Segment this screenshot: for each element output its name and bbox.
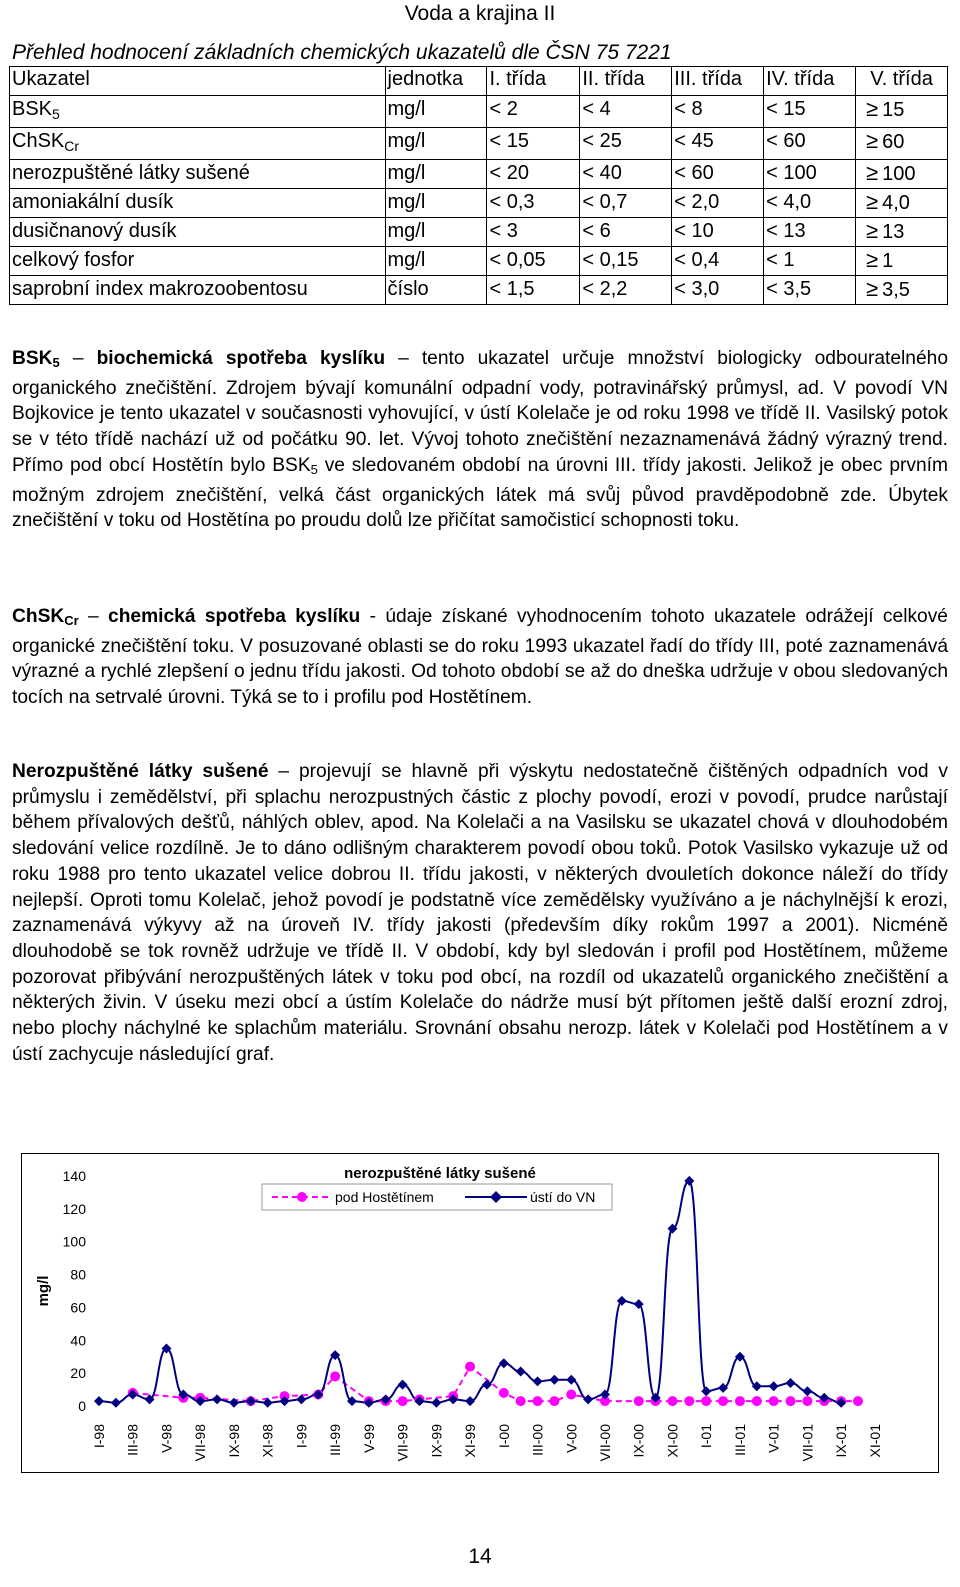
- unit-cell: mg/l: [385, 189, 487, 218]
- indicator-name: [10, 189, 386, 218]
- class-cell: [856, 160, 948, 189]
- unit-cell: mg/l: [385, 160, 487, 189]
- x-tick-label: III-01: [731, 1424, 748, 1456]
- class-cell: < 2: [487, 96, 580, 128]
- class-cell: < 4: [580, 96, 672, 128]
- series-point-vn: [769, 1381, 779, 1391]
- col-header: I. třída: [487, 67, 580, 96]
- series-point-vn: [94, 1396, 104, 1406]
- class-cell: < 0,3: [487, 189, 580, 218]
- indicator-name: [10, 96, 386, 128]
- page-number: 14: [468, 1545, 492, 1568]
- class-cell: < 1,5: [487, 276, 580, 305]
- col-header: Ukazatel: [10, 67, 386, 96]
- ge-symbol: ≥: [866, 276, 879, 301]
- class-value: 100: [882, 163, 916, 185]
- paragraph-text: – tento ukazatel určuje množství biologicky odbouratelného organického znečištění. Zdrojem bývají komunální odpadní vody, potravinářský průmysl, ad. V povodí VN Bojkovice je tento ukazatel v současnosti vyhovující, v ústí Kolelače je od roku 1998 ve třídě II. Vasilský potok se v této třídě nachází už od počátku 90. let. Vývoj tohoto znečištění nezaznamenává žádný výrazný trend. Přímo pod obcí Hostětín bylo BSK: [12, 348, 948, 476]
- class-cell: < 60: [764, 128, 856, 160]
- series-point-host: [398, 1396, 408, 1406]
- y-tick-label: 20: [70, 1365, 86, 1382]
- col-header: V. třída: [856, 67, 948, 96]
- x-tick-label: VII-99: [394, 1424, 411, 1462]
- series-point-host: [330, 1371, 340, 1381]
- class-cell: < 6: [580, 218, 672, 247]
- y-tick-label: 120: [62, 1200, 86, 1217]
- x-tick-label: IX-98: [225, 1424, 242, 1458]
- chart-frame: [21, 1153, 939, 1473]
- class-cell: < 60: [672, 160, 764, 189]
- col-header: II. třída: [580, 67, 672, 96]
- y-tick-label: 80: [70, 1266, 86, 1283]
- class-value: 15: [882, 99, 905, 121]
- term-sub: 5: [310, 461, 318, 477]
- y-tick-label: 100: [62, 1233, 86, 1250]
- dash: –: [59, 348, 97, 369]
- series-point-host: [684, 1396, 694, 1406]
- series-point-vn: [516, 1367, 526, 1377]
- class-cell: [856, 96, 948, 128]
- x-tick-label: VII-98: [192, 1424, 209, 1462]
- term-sub: 5: [52, 355, 60, 370]
- class-cell: < 1: [764, 247, 856, 276]
- table-row: [10, 96, 948, 128]
- ge-symbol: ≥: [866, 160, 879, 185]
- indicator-label: BSK: [12, 98, 53, 120]
- class-cell: < 15: [764, 96, 856, 128]
- unit-cell: mg/l: [385, 218, 487, 247]
- x-tick-label: IX-00: [630, 1424, 647, 1458]
- table-header-row: [10, 67, 948, 96]
- table-row: [10, 189, 948, 218]
- series-point-vn: [212, 1394, 222, 1404]
- class-cell: < 8: [672, 96, 764, 128]
- series-point-host: [465, 1362, 475, 1372]
- class-cell: < 2,0: [672, 189, 764, 218]
- x-tick-label: III-00: [529, 1424, 546, 1456]
- series-point-host: [718, 1396, 728, 1406]
- class-cell: [856, 276, 948, 305]
- table-caption: Přehled hodnocení základních chemických ukazatelů dle ČSN 75 7221: [12, 41, 672, 64]
- x-tick-label: I-98: [91, 1424, 107, 1449]
- class-cell: < 3: [487, 218, 580, 247]
- indicator-name: [10, 128, 386, 160]
- class-value: 1: [882, 250, 894, 272]
- x-tick-label: V-98: [158, 1424, 175, 1453]
- unit-cell: mg/l: [385, 247, 487, 276]
- col-header: IV. třída: [764, 67, 856, 96]
- series-point-host: [549, 1396, 559, 1406]
- indicator-subscript: Cr: [64, 138, 80, 154]
- y-tick-label: 140: [62, 1168, 86, 1184]
- term: ChSK: [12, 606, 65, 627]
- thresholds-table: [9, 66, 948, 305]
- x-tick-label: I-00: [495, 1424, 512, 1449]
- class-value: 3,5: [882, 279, 910, 301]
- unit-cell: číslo: [385, 276, 487, 305]
- ge-symbol: ≥: [866, 189, 879, 214]
- class-cell: < 0,15: [580, 247, 672, 276]
- indicator-name: [10, 247, 386, 276]
- x-tick-label: I-99: [293, 1424, 310, 1449]
- series-point-vn: [802, 1386, 812, 1396]
- x-tick-label: III-99: [327, 1424, 344, 1456]
- indicator-label: amoniakální dusík: [12, 191, 174, 213]
- x-tick-label: IX-01: [833, 1424, 850, 1458]
- table-row: [10, 128, 948, 160]
- x-tick-label: XI-98: [259, 1424, 276, 1458]
- series-point-vn: [786, 1378, 796, 1388]
- paragraph-text: ve sledovaném období na úrovni III. třídy jakosti. Jelikož je obec prvním možným zdrojem znečištění, velká část organických látek má svůj původ pravděpodobně zde. Úbytek znečištění v toku od Hostětína po proudu dolů lze přičítat samočisticí schopnosti toku.: [12, 454, 948, 532]
- series-point-host: [566, 1390, 576, 1400]
- indicator-label: ChSK: [12, 130, 65, 152]
- series-point-host: [802, 1396, 812, 1406]
- class-cell: < 10: [672, 218, 764, 247]
- indicator-name: [10, 218, 386, 247]
- x-tick-label: XI-99: [462, 1424, 479, 1458]
- class-cell: < 45: [672, 128, 764, 160]
- class-cell: < 15: [487, 128, 580, 160]
- class-cell: < 0,05: [487, 247, 580, 276]
- series-point-vn: [549, 1375, 559, 1385]
- indicator-label: nerozpuštěné látky sušené: [12, 162, 250, 184]
- series-point-host: [634, 1396, 644, 1406]
- x-tick-label: I-01: [698, 1424, 715, 1449]
- x-tick-label: XI-00: [664, 1424, 681, 1458]
- series-point-host: [499, 1388, 509, 1398]
- class-cell: < 3,5: [764, 276, 856, 305]
- class-cell: < 20: [487, 160, 580, 189]
- x-tick-label: XI-01: [866, 1424, 883, 1458]
- class-cell: < 40: [580, 160, 672, 189]
- series-point-vn: [566, 1375, 576, 1385]
- ge-symbol: ≥: [866, 247, 879, 272]
- series-point-vn: [229, 1398, 239, 1408]
- table-row: [10, 218, 948, 247]
- class-cell: < 25: [580, 128, 672, 160]
- class-cell: < 0,7: [580, 189, 672, 218]
- y-tick-label: 60: [70, 1299, 86, 1316]
- series-point-host: [752, 1396, 762, 1406]
- series-point-host: [533, 1396, 543, 1406]
- legend-label: pod Hostětínem: [335, 1189, 434, 1205]
- series-point-host: [516, 1396, 526, 1406]
- class-cell: [856, 218, 948, 247]
- indicator-name: [10, 276, 386, 305]
- series-point-host: [735, 1396, 745, 1406]
- col-header: jednotka: [385, 67, 487, 96]
- unit-cell: mg/l: [385, 96, 487, 128]
- series-point-vn: [111, 1398, 121, 1408]
- paragraph-nl: [12, 759, 948, 1067]
- term-sub: Cr: [64, 613, 79, 628]
- series-point-host: [853, 1396, 863, 1406]
- series-point-host: [667, 1396, 677, 1406]
- series-point-vn: [482, 1380, 492, 1390]
- page-header: Voda a krajina II: [404, 2, 556, 25]
- y-tick-label: 0: [78, 1398, 86, 1414]
- x-tick-label: IX-99: [428, 1424, 445, 1458]
- term: BSK: [12, 348, 53, 369]
- col-header: III. třída: [672, 67, 764, 96]
- series-point-host: [769, 1396, 779, 1406]
- paragraph-chsk: ChSKCr – chemická spotřeba kyslíku - údaje získané vyhodnocením tohoto ukazatele odrážejí celkové organické znečištění toku. V posuzované oblasti se do roku 1993 ukazatel řadí do třídy III, poté zaznamenává výrazné a rychlé zlepšení o jednu třídu jakosti. Od tohoto období se až do dneška udržuje v obou sledovaných tocích na setrvalé úrovni. Týká se to i profilu pod Hostětínem.: [12, 606, 948, 709]
- class-cell: < 13: [764, 218, 856, 247]
- table-row: [10, 247, 948, 276]
- ge-symbol: ≥: [866, 218, 879, 243]
- indicator-name: [10, 160, 386, 189]
- series-point-vn: [701, 1386, 711, 1396]
- table-row: [10, 276, 948, 305]
- series-point-vn: [431, 1398, 441, 1408]
- series-point-vn: [533, 1376, 543, 1386]
- class-cell: < 100: [764, 160, 856, 189]
- indicator-subscript: 5: [52, 106, 60, 122]
- class-cell: < 4,0: [764, 189, 856, 218]
- x-tick-label: III-98: [124, 1424, 141, 1456]
- x-tick-label: V-99: [360, 1424, 377, 1453]
- series-point-vn: [398, 1380, 408, 1390]
- class-value: 4,0: [882, 192, 910, 214]
- y-tick-label: 40: [70, 1332, 86, 1349]
- class-value: 13: [882, 221, 905, 243]
- y-axis-label: mg/l: [35, 1275, 52, 1307]
- series-point-vn: [583, 1394, 593, 1404]
- class-cell: < 0,4: [672, 247, 764, 276]
- series-point-vn: [499, 1358, 509, 1368]
- class-cell: [856, 128, 948, 160]
- indicator-label: saprobní index makrozoobentosu: [12, 278, 308, 300]
- class-cell: [856, 189, 948, 218]
- x-tick-label: V-01: [765, 1424, 782, 1453]
- paragraph-text: – projevují se hlavně při výskytu nedostatečně čištěných odpadních vod v průmyslu i zemědělství, při splachu nerozpustných částic z plochy povodí, erozi v povodí, prudce narůstají během přívalových dešťů, náhlých oblev, apod. Na Kolelači a na Vasilsku se ukazatel chová v dlouhodobém sledování velice rozdílně. Je to dáno odlišným charakterem povodí obou toků. Potok Vasilsko vykazuje už od roku 1988 pro tento ukazatel velice dobrou II. třídu jakosti, v některých dvouletích dokonce náleží do třídy nejlepší. Oproti tomu Kolelač, jehož povodí je podstatně více zemědělsky využíváno a je náchylnější k erozi, zaznamenává výkyvy až na úroveň IV. třídy jakosti (především díky rokům 1997 a 2001). Nicméně dlouhodobě se tok rovněž udržuje ve třídě II. V období, kdy byl sledován i profil pod Hostětínem, můžeme pozorovat přibývání nerozpuštěných látek v toku pod obcí, na rozdíl od ukazatelů organického znečištění a některých živin. V úseku mezi obcí a ústím Kolelače do nádrže musí být přítomen ještě další erozní zdroj, nebo plochy náchylné ke splachům materiálu. Srovnání obsahu nerozp. látek v Kolelači pod Hostětínem a v ústí zachycuje následující graf.: [12, 761, 948, 1065]
- ge-symbol: ≥: [866, 128, 879, 153]
- x-tick-label: VII-01: [799, 1424, 816, 1462]
- chart-title: nerozpuštěné látky sušené: [344, 1165, 536, 1182]
- legend-marker-host: [297, 1192, 307, 1202]
- legend-label: ústí do VN: [530, 1189, 596, 1205]
- series-point-host: [701, 1396, 711, 1406]
- paragraph-bsk: [12, 346, 948, 534]
- unit-cell: mg/l: [385, 128, 487, 160]
- ge-symbol: ≥: [866, 96, 879, 121]
- series-point-host: [786, 1396, 796, 1406]
- class-cell: < 2,2: [580, 276, 672, 305]
- class-cell: [856, 247, 948, 276]
- indicator-label: celkový fosfor: [12, 249, 135, 271]
- term-bold: biochemická spotřeba kyslíku: [96, 348, 386, 369]
- series-point-vn: [465, 1396, 475, 1406]
- x-tick-label: V-00: [563, 1424, 580, 1453]
- indicator-label: dusičnanový dusík: [12, 220, 177, 242]
- class-value: 60: [882, 131, 905, 153]
- term-bold: Nerozpuštěné látky sušené: [12, 761, 269, 782]
- suspended-solids-chart: [22, 1154, 938, 1472]
- class-cell: < 3,0: [672, 276, 764, 305]
- term-bold: chemická spotřeba kyslíku: [108, 606, 361, 627]
- table-row: [10, 160, 948, 189]
- x-tick-label: VII-00: [597, 1424, 613, 1462]
- paragraph-text: - údaje získané vyhodnocením tohoto ukazatele odrážejí celkové organické znečištění toku. V posuzované oblasti se do roku 1993 ukazatel řadí do třídy III, poté zaznamenává výrazné a rychlé zlepšení o jednu třídu jakosti. Od tohoto období se až do dneška udržuje v obou sledovaných tocích na setrvalé úrovni. Týká se to i profilu pod Hostětínem.: [12, 606, 948, 709]
